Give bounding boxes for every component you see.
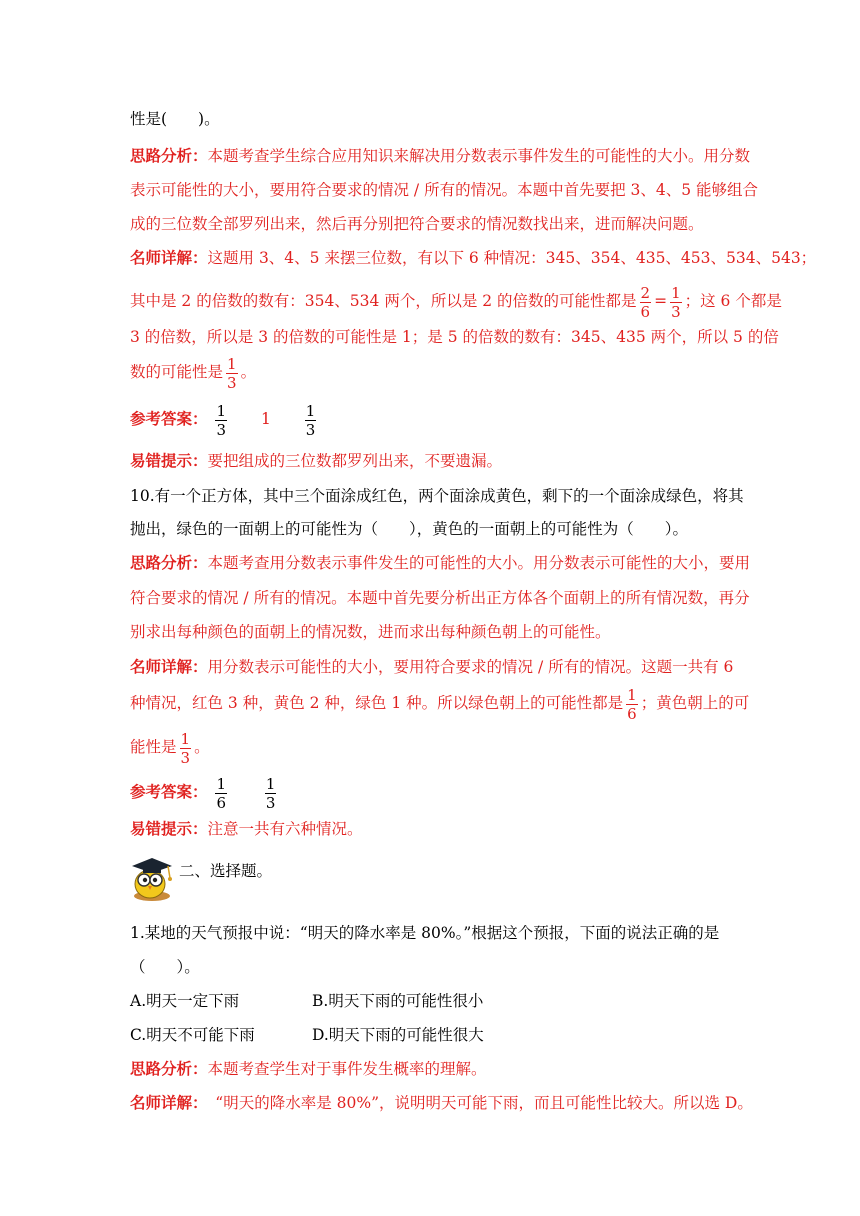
option-b: B.明天下雨的可能性很小	[312, 992, 484, 1010]
q10-tip: 易错提示：注意一共有六种情况。	[130, 819, 363, 838]
text-line: 性是( )。	[130, 110, 220, 128]
tip-label: 易错提示：	[130, 819, 208, 838]
c1-question: 1.某地的天气预报中说：“明天的降水率是 80%。”根据这个预报，下面的说法正确的是	[130, 924, 720, 942]
analysis-label: 思路分析：	[130, 553, 208, 572]
fraction: $\frac{2}{6}$	[640, 283, 651, 321]
detail-label: 名师详解：	[130, 657, 208, 676]
answer-fraction: $\frac{1}{3}$	[216, 401, 226, 439]
q9-analysis: 思路分析：本题考查学生综合应用知识来解决用分数表示事件发生的可能性的大小。用分数	[130, 146, 751, 165]
answer-fraction: $\frac{1}{3}$	[305, 401, 316, 439]
q10-question-line2: 抛出，绿色的一面朝上的可能性为（ ），黄色的一面朝上的可能性为（ ）。	[130, 520, 689, 538]
fraction: $\frac{1}{6}$	[627, 685, 637, 723]
q9-detail-line2: 其中是 2 的倍数的数有：354、534 两个，所以是 2 的倍数的可能性都是 $\frac{2}{6}$ = $\frac{1}{3}$ ；这 6 个都是	[130, 283, 782, 321]
q10-detail-line2: 种情况，红色 3 种，黄色 2 种，绿色 1 种。所以绿色朝上的可能性都是 $\frac{1}{6}$ ；黄色朝上的可	[130, 685, 750, 723]
c1-options-row2	[130, 1025, 484, 1045]
fraction: $\frac{1}{3}$	[180, 729, 191, 767]
fraction: $\frac{1}{3}$	[671, 283, 681, 321]
q10-analysis-line2: 符合要求的情况 / 所有的情况。本题中首先要分析出正方体各个面朝上的所有情况数，再分	[130, 589, 750, 607]
option-d: D.明天下雨的可能性很大	[312, 1026, 484, 1044]
fraction: $\frac{1}{3}$	[227, 354, 237, 392]
c1-question-line2: （ ）。	[130, 958, 200, 976]
q9-analysis-line3: 成的三位数全部罗列出来，然后再分别把符合要求的情况数找出来，进而解决问题。	[130, 215, 704, 233]
answer-label: 参考答案：	[130, 782, 208, 801]
answer-fraction: $\frac{1}{6}$	[216, 774, 226, 812]
owl-graduate-icon	[128, 852, 176, 902]
q9-answer	[130, 401, 319, 439]
analysis-label: 思路分析：	[130, 1059, 208, 1078]
q9-detail-line3: 3 的倍数，所以是 3 的倍数的可能性是 1；是 5 的倍数的数有：345、435 两个，所以 5 的倍	[130, 328, 779, 346]
q10-analysis-line3: 别求出每种颜色的面朝上的情况数，进而求出每种颜色朝上的可能性。	[130, 623, 611, 641]
q9-analysis-line2: 表示可能性的大小，要用符合要求的情况 / 所有的情况。本题中首先要把 3、4、5 能够组合	[130, 181, 759, 199]
c1-options-row1	[130, 991, 483, 1011]
q10-detail-line3: 能性是 $\frac{1}{3}$ 。	[130, 729, 210, 767]
option-a: A.明天一定下雨	[130, 992, 240, 1010]
q10-analysis: 思路分析：本题考查用分数表示事件发生的可能性的大小。用分数表示可能性的大小，要用	[130, 553, 751, 572]
answer-label: 参考答案：	[130, 409, 208, 428]
answer-value: 1	[260, 410, 271, 428]
option-c: C.明天不可能下雨	[130, 1026, 255, 1044]
q10-question: 10.有一个正方体，其中三个面涂成红色，两个面涂成黄色，剩下的一个面涂成绿色，将其	[130, 487, 744, 505]
c1-detail: 名师详解： “明天的降水率是 80%”，说明明天可能下雨，而且可能性比较大。所以选 D。	[130, 1093, 753, 1112]
c1-analysis: 思路分析：本题考查学生对于事件发生概率的理解。	[130, 1059, 487, 1078]
tip-label: 易错提示：	[130, 451, 208, 470]
detail-label: 名师详解：	[130, 248, 208, 267]
q9-detail: 名师详解：这题用 3、4、5 来摆三位数，有以下 6 种情况：345、354、435、453、534、543；	[130, 248, 817, 267]
answer-fraction: $\frac{1}{3}$	[265, 774, 276, 812]
q10-answer	[130, 774, 279, 812]
q9-tip: 易错提示：要把组成的三位数都罗列出来，不要遗漏。	[130, 451, 503, 470]
section-title: 二、选择题。	[179, 862, 273, 880]
analysis-label: 思路分析：	[130, 146, 208, 165]
q10-detail: 名师详解：用分数表示可能性的大小，要用符合要求的情况 / 所有的情况。这题一共有 6	[130, 657, 734, 676]
detail-label: 名师详解：	[130, 1093, 200, 1112]
q9-detail-line4: 数的可能性是 $\frac{1}{3}$ 。	[130, 354, 257, 392]
